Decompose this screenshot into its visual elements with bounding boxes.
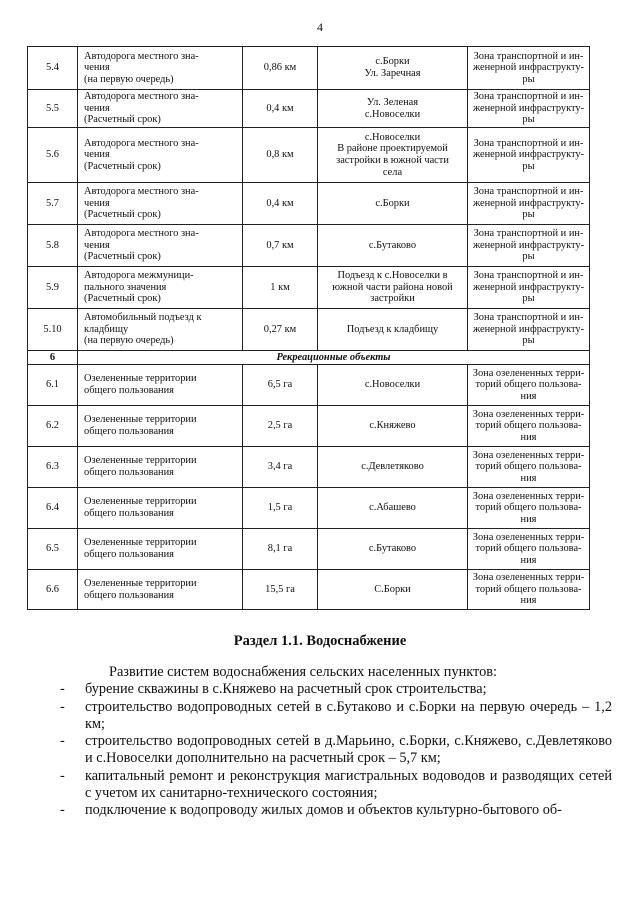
location-line: С.Борки (374, 583, 411, 595)
location-line: с.Новоселки (364, 108, 421, 120)
location-line: застройки в южной части (336, 155, 449, 166)
location-line: с.Княжево (369, 420, 416, 432)
zone-line: Зона транспортной и ин- (473, 50, 584, 62)
name-line: (Расчетный срок) (84, 251, 161, 263)
section-heading: Раздел 1.1. Водоснабжение (233, 633, 407, 649)
name-line: Автодорога местного зна- (84, 91, 199, 103)
name-line: общего пользования (84, 467, 174, 478)
cell-number: 5.10 (28, 309, 78, 351)
zone-line: ры (522, 335, 535, 347)
cell-location (318, 183, 468, 225)
location-line: застройки (370, 293, 415, 305)
cell-location (318, 529, 468, 570)
cell-size: 0,27 км (243, 309, 318, 351)
page-number: 4 (317, 20, 323, 34)
table-row (28, 570, 590, 610)
table-body (28, 47, 590, 610)
bullet-list (60, 681, 612, 819)
name-line: чения (84, 62, 110, 74)
zone-line: женерной инфраструкту- (472, 197, 585, 209)
cell-zone (468, 183, 590, 225)
cell-location (318, 447, 468, 488)
cell-size: 8,1 га (243, 529, 318, 570)
zone-line: ры (522, 209, 535, 221)
zone-line: торий общего пользова- (475, 379, 582, 391)
cell-number: 5.7 (28, 183, 78, 225)
name-line: общего пользования (84, 549, 174, 560)
objects-table (27, 46, 590, 610)
zone-line: Зона озелененных терри- (472, 449, 585, 461)
cell-section-title: Рекреационные объекты (78, 351, 590, 365)
cell-zone (468, 225, 590, 267)
zone-line: торий общего пользова- (475, 461, 582, 473)
location-line: с.Бутаково (368, 543, 417, 555)
bullet-dash: - (60, 698, 65, 715)
table-row (28, 309, 590, 351)
zone-line: ры (522, 160, 535, 172)
zone-line: торий общего пользова- (475, 583, 582, 595)
name-line: Автомобильный подъезд к (84, 312, 202, 324)
cell-size: 1 км (243, 267, 318, 309)
cell-zone (468, 488, 590, 529)
cell-name (78, 447, 243, 488)
zone-line: ния (520, 513, 537, 525)
table-row (28, 447, 590, 488)
name-line: Автодорога местного зна- (84, 228, 199, 240)
name-line: кладбищу (84, 323, 129, 335)
cell-location (318, 488, 468, 529)
cell-number: 6 (28, 351, 78, 365)
cell-zone (468, 90, 590, 128)
location-line: с.Новоселки (364, 379, 421, 391)
zone-line: ния (520, 472, 537, 484)
bullet-item (60, 699, 612, 734)
location-line: с.Девлетяково (361, 461, 424, 473)
zone-line: Зона озелененных терри- (472, 572, 585, 584)
name-line: Озелененные территории (84, 537, 197, 549)
name-line: Озелененные территории (84, 414, 197, 426)
bullet-item (60, 733, 612, 768)
cell-name (78, 47, 243, 90)
zone-line: женерной инфраструкту- (472, 281, 585, 293)
cell-number: 5.9 (28, 267, 78, 309)
cell-number: 5.6 (28, 128, 78, 183)
location-line: Ул. Заречная (364, 68, 421, 79)
zone-line: Зона транспортной и ин- (473, 270, 584, 282)
table-row (28, 183, 590, 225)
cell-size: 15,5 га (243, 570, 318, 610)
zone-line: женерной инфраструкту- (472, 149, 585, 161)
cell-location (318, 406, 468, 447)
cell-size: 3,4 га (243, 447, 318, 488)
location-line: Ул. Зеленая (366, 96, 419, 108)
cell-size: 0,4 км (243, 90, 318, 128)
cell-size: 6,5 га (243, 365, 318, 406)
zone-line: Зона озелененных терри- (472, 367, 585, 379)
cell-zone (468, 406, 590, 447)
zone-line: торий общего пользова- (475, 420, 582, 432)
zone-line: ры (522, 114, 535, 126)
cell-size: 0,86 км (243, 47, 318, 90)
cell-location (318, 47, 468, 90)
cell-number: 6.4 (28, 488, 78, 529)
name-line: Автодорога межмуници- (84, 270, 194, 282)
bullet-text: строительство водопроводных сетей в д.Марьино, с.Борки, с.Княжево, с.Девлетяково и с.Новоселки дополнительно на расчетный срок – 5,7 км; (85, 733, 612, 767)
zone-line: ры (522, 251, 535, 263)
cell-name (78, 267, 243, 309)
zone-line: женерной инфраструкту- (472, 102, 585, 114)
table-row (28, 225, 590, 267)
table-row (28, 529, 590, 570)
cell-location (318, 128, 468, 183)
table-row (28, 90, 590, 128)
cell-size: 0,4 км (243, 183, 318, 225)
zone-line: ния (520, 554, 537, 566)
cell-zone (468, 570, 590, 610)
bullet-dash: - (60, 681, 65, 698)
cell-name (78, 309, 243, 351)
zone-line: Зона озелененных терри- (472, 408, 585, 420)
cell-size: 0,8 км (243, 128, 318, 183)
name-line: общего пользования (84, 508, 174, 519)
bullet-text: капитальный ремонт и реконструкция магистральных водоводов и разводящих сетей с учетом их санитарно-технического состояния; (85, 767, 612, 802)
name-line: (Расчетный срок) (84, 160, 161, 172)
cell-location (318, 365, 468, 406)
cell-location (318, 90, 468, 128)
location-line: с.Борки (375, 56, 410, 68)
cell-size: 1,5 га (243, 488, 318, 529)
table-row (28, 128, 590, 183)
name-line: общего пользования (84, 385, 174, 396)
name-line: пального значения (84, 281, 167, 293)
cell-zone (468, 267, 590, 309)
bullet-dash: - (60, 767, 65, 784)
name-line: чения (84, 102, 110, 114)
name-line: Озелененные территории (84, 496, 197, 508)
table-row (28, 47, 590, 90)
zone-line: Зона транспортной и ин- (473, 312, 584, 324)
bullet-item (60, 768, 612, 803)
zone-line: ры (522, 73, 535, 85)
table-row (28, 488, 590, 529)
location-line: с.Новоселки (364, 131, 421, 143)
location-line: В районе проектируемой (337, 143, 448, 155)
zone-line: ры (522, 293, 535, 305)
location-line: села (382, 166, 403, 178)
cell-location (318, 225, 468, 267)
cell-zone (468, 128, 590, 183)
bullet-dash: - (60, 733, 65, 750)
cell-number: 6.5 (28, 529, 78, 570)
cell-size: 2,5 га (243, 406, 318, 447)
cell-name (78, 529, 243, 570)
name-line: чения (84, 149, 110, 161)
zone-line: Зона озелененных терри- (472, 531, 585, 543)
name-line: (Расчетный срок) (84, 209, 161, 221)
location-line: с.Абашево (369, 502, 416, 514)
location-line: с.Борки (375, 197, 410, 209)
zone-line: Зона транспортной и ин- (473, 91, 584, 103)
cell-number: 5.4 (28, 47, 78, 90)
cell-zone (468, 365, 590, 406)
intro-paragraph: Развитие систем водоснабжения сельских населенных пунктов: (109, 664, 497, 680)
name-line: (Расчетный срок) (84, 293, 161, 305)
zone-line: Зона транспортной и ин- (473, 228, 584, 240)
cell-location (318, 570, 468, 610)
cell-name (78, 90, 243, 128)
zone-line: ния (520, 595, 537, 607)
cell-zone (468, 447, 590, 488)
cell-location (318, 309, 468, 351)
zone-line: Зона транспортной и ин- (473, 186, 584, 198)
bullet-item (60, 681, 612, 698)
cell-number: 6.6 (28, 570, 78, 610)
cell-zone (468, 529, 590, 570)
zone-line: Зона транспортной и ин- (473, 137, 584, 149)
name-line: Автодорога местного зна- (84, 50, 199, 62)
bullet-text: строительство водопроводных сетей в с.Бутаково и с.Борки на первую очередь – 1,2 км; (85, 698, 612, 732)
table-row (28, 267, 590, 309)
cell-name (78, 365, 243, 406)
bullet-item (60, 802, 612, 819)
name-line: общего пользования (84, 426, 174, 437)
name-line: Озелененные территории (84, 373, 197, 385)
name-line: Автодорога местного зна- (84, 186, 199, 198)
name-line: общего пользования (84, 589, 174, 601)
bullet-text: подключение к водопроводу жилых домов и объектов культурно-бытового об- (85, 802, 562, 819)
zone-line: Зона озелененных терри- (472, 490, 585, 502)
name-line: чения (84, 239, 110, 251)
cell-number: 5.8 (28, 225, 78, 267)
location-line: южной части района новой (332, 281, 453, 293)
location-line: Подъезд к кладбищу (346, 323, 439, 335)
cell-location (318, 267, 468, 309)
cell-name (78, 406, 243, 447)
cell-name (78, 183, 243, 225)
zone-line: женерной инфраструкту- (472, 323, 585, 335)
location-line: Подъезд к с.Новоселки в (337, 270, 448, 282)
name-line: Озелененные территории (84, 577, 197, 589)
bullet-dash: - (60, 802, 65, 819)
cell-name (78, 488, 243, 529)
table-section-row (28, 351, 590, 365)
name-line: чения (84, 197, 110, 209)
cell-number: 5.5 (28, 90, 78, 128)
zone-line: торий общего пользова- (475, 543, 582, 555)
name-line: (на первую очередь) (84, 73, 174, 85)
zone-line: женерной инфраструкту- (472, 239, 585, 251)
zone-line: торий общего пользова- (475, 502, 582, 514)
zone-line: ния (520, 431, 537, 443)
cell-name (78, 570, 243, 610)
name-line: (Расчетный срок) (84, 114, 161, 126)
zone-line: женерной инфраструкту- (472, 62, 585, 74)
body-text (60, 664, 612, 820)
cell-size: 0,7 км (243, 225, 318, 267)
location-line: с.Бутаково (368, 239, 417, 251)
name-line: Озелененные территории (84, 455, 197, 467)
name-line: Автодорога местного зна- (84, 137, 199, 149)
cell-name (78, 225, 243, 267)
cell-number: 6.1 (28, 365, 78, 406)
cell-number: 6.2 (28, 406, 78, 447)
cell-zone (468, 309, 590, 351)
table-row (28, 406, 590, 447)
name-line: (на первую очередь) (84, 335, 174, 347)
cell-zone (468, 47, 590, 90)
zone-line: ния (520, 390, 537, 402)
table-row (28, 365, 590, 406)
bullet-text: бурение скважины в с.Княжево на расчетный срок строительства; (85, 681, 487, 698)
cell-number: 6.3 (28, 447, 78, 488)
cell-name (78, 128, 243, 183)
